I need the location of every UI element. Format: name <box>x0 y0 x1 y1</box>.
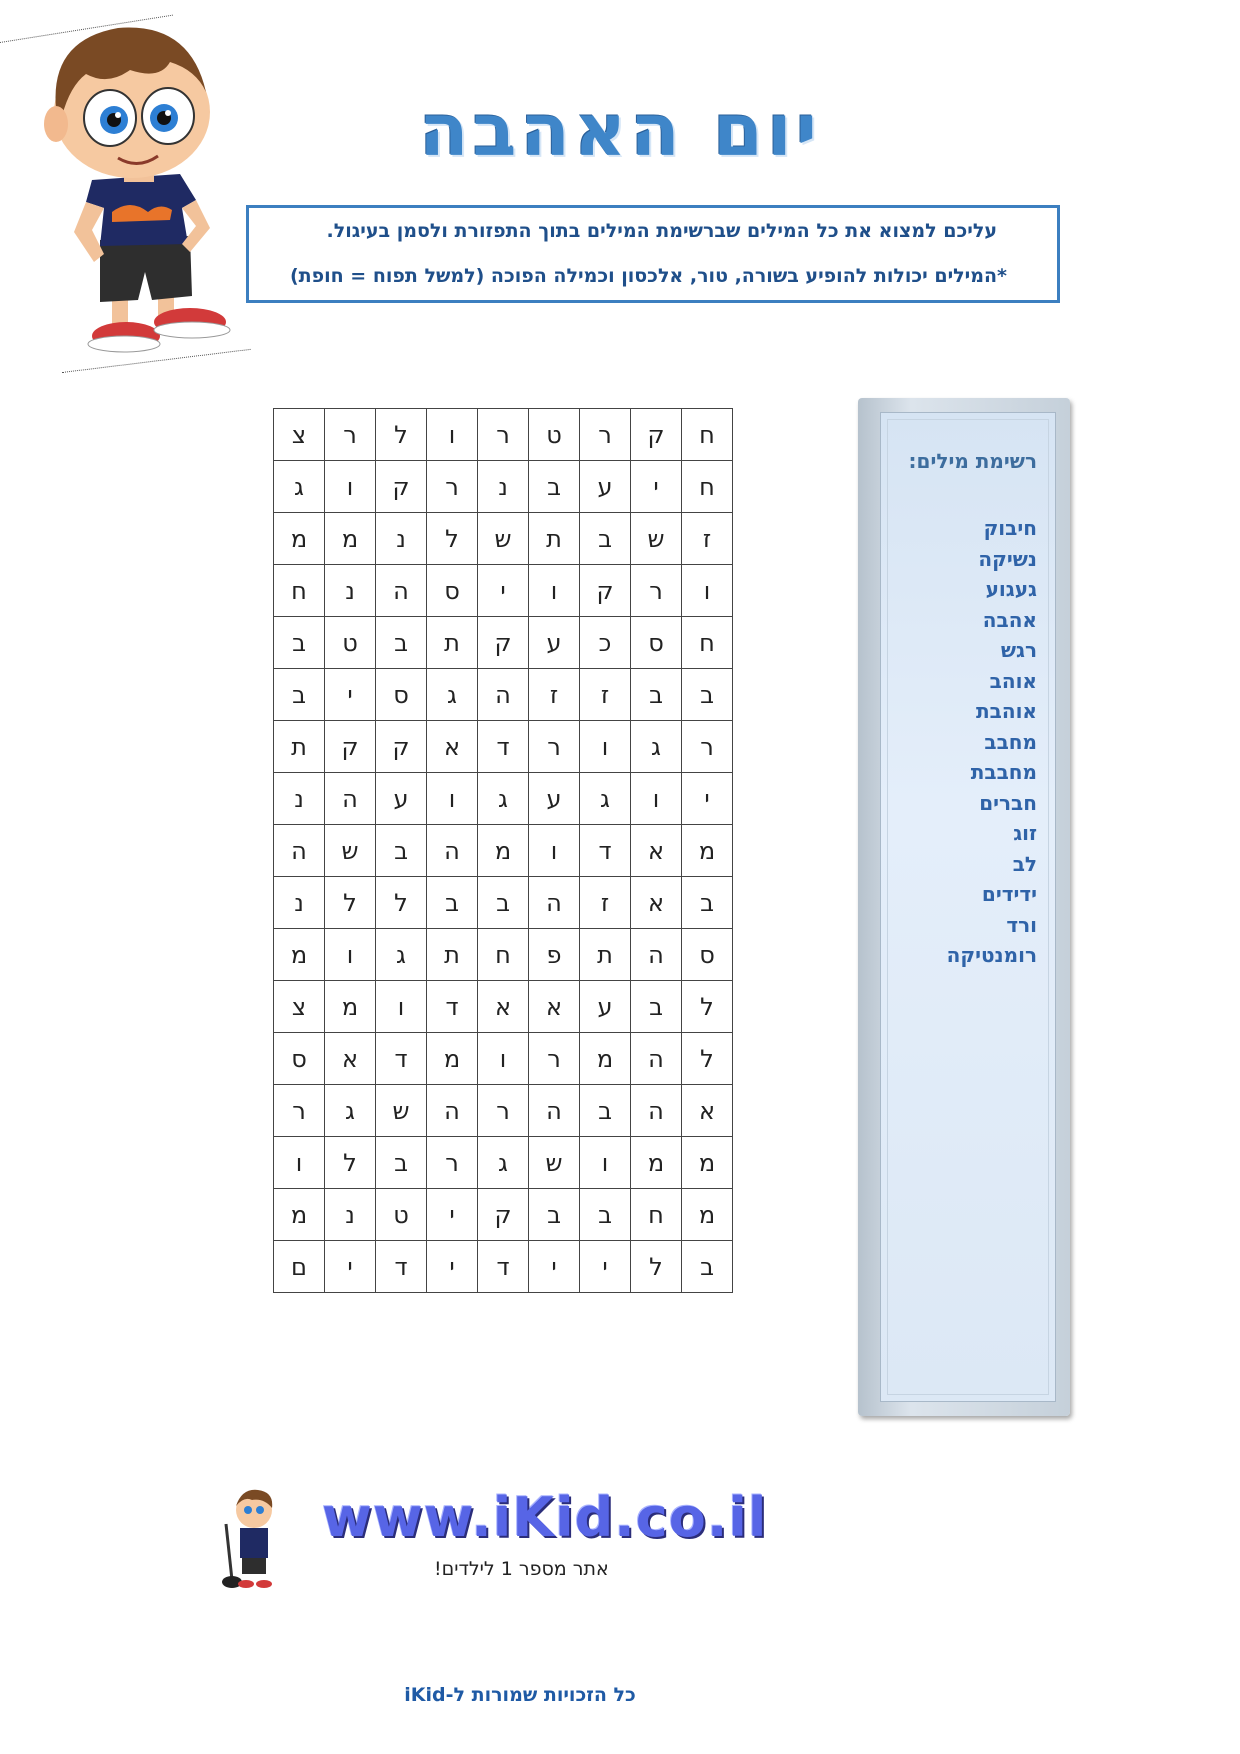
grid-cell[interactable]: ג <box>478 773 529 825</box>
grid-cell[interactable]: ר <box>478 409 529 461</box>
grid-cell[interactable]: ח <box>478 929 529 981</box>
grid-cell[interactable]: ל <box>682 981 733 1033</box>
grid-cell[interactable]: א <box>631 877 682 929</box>
instructions-box <box>246 205 1060 303</box>
grid-cell[interactable]: נ <box>325 565 376 617</box>
word-list-item: געגוע <box>985 577 1037 601</box>
grid-cell[interactable]: ט <box>529 409 580 461</box>
grid-cell[interactable]: ש <box>529 1137 580 1189</box>
grid-cell[interactable]: ב <box>682 669 733 721</box>
grid-cell[interactable]: ר <box>529 721 580 773</box>
grid-cell[interactable]: מ <box>682 1189 733 1241</box>
grid-cell[interactable]: ו <box>427 773 478 825</box>
word-list-item: רגש <box>1000 638 1037 662</box>
ikid-logo[interactable] <box>212 1484 772 1594</box>
grid-cell[interactable]: ח <box>682 461 733 513</box>
grid-cell[interactable]: ל <box>376 877 427 929</box>
grid-cell[interactable]: ג <box>274 461 325 513</box>
grid-cell[interactable]: ר <box>427 1137 478 1189</box>
word-search-grid <box>273 408 733 1293</box>
grid-cell[interactable]: ק <box>376 461 427 513</box>
grid-cell[interactable]: א <box>529 981 580 1033</box>
grid-cell[interactable]: ט <box>325 617 376 669</box>
grid-cell[interactable]: ע <box>529 773 580 825</box>
word-list-item: חברים <box>979 790 1037 815</box>
grid-cell[interactable]: צ <box>274 981 325 1033</box>
grid-cell[interactable]: ב <box>580 1085 631 1137</box>
logo-tagline: אתר מספר 1 לילדים! <box>434 1558 609 1580</box>
grid-cell[interactable]: מ <box>325 981 376 1033</box>
grid-cell[interactable]: מ <box>427 1033 478 1085</box>
grid-cell[interactable]: ו <box>478 1033 529 1085</box>
grid-cell[interactable]: ת <box>427 929 478 981</box>
grid-cell[interactable]: ס <box>427 565 478 617</box>
grid-cell[interactable]: ת <box>427 617 478 669</box>
grid-cell[interactable]: א <box>682 1085 733 1137</box>
grid-cell[interactable]: ת <box>274 721 325 773</box>
grid-cell[interactable]: ה <box>478 669 529 721</box>
grid-cell[interactable]: ר <box>325 409 376 461</box>
word-list-panel-inner <box>880 412 1056 1402</box>
grid-cell[interactable]: ס <box>274 1033 325 1085</box>
grid-row <box>274 617 733 669</box>
grid-cell[interactable]: ז <box>682 513 733 565</box>
grid-cell[interactable]: ג <box>427 669 478 721</box>
grid-cell[interactable]: ר <box>274 1085 325 1137</box>
word-list-item: מחבבת <box>970 760 1037 784</box>
grid-cell[interactable]: א <box>325 1033 376 1085</box>
grid-row <box>274 513 733 565</box>
word-list <box>947 513 1037 971</box>
grid-row <box>274 1137 733 1189</box>
grid-cell[interactable]: ד <box>376 1241 427 1293</box>
grid-cell[interactable]: ב <box>631 981 682 1033</box>
grid-cell[interactable]: ב <box>529 461 580 513</box>
grid-cell[interactable]: ר <box>478 1085 529 1137</box>
grid-cell[interactable]: פ <box>529 929 580 981</box>
grid-cell[interactable]: ב <box>274 617 325 669</box>
word-list-item: אהבה <box>982 607 1037 632</box>
grid-cell[interactable]: ל <box>376 409 427 461</box>
grid-cell[interactable]: ו <box>274 1137 325 1189</box>
grid-cell[interactable]: ב <box>529 1189 580 1241</box>
grid-cell[interactable]: ל <box>631 1241 682 1293</box>
copyright-footer: כל הזכויות שמורות ל-iKid <box>404 1684 636 1706</box>
grid-cell[interactable]: ר <box>631 565 682 617</box>
grid-cell[interactable]: ח <box>631 1189 682 1241</box>
word-list-item: מחבב <box>984 729 1037 754</box>
grid-cell[interactable]: א <box>631 825 682 877</box>
grid-cell[interactable]: ל <box>325 1137 376 1189</box>
grid-row <box>274 409 733 461</box>
grid-cell[interactable]: ל <box>682 1033 733 1085</box>
grid-cell[interactable]: ה <box>631 929 682 981</box>
grid-cell[interactable]: א <box>427 721 478 773</box>
grid-cell[interactable]: ד <box>478 1241 529 1293</box>
grid-cell[interactable]: ע <box>580 981 631 1033</box>
grid-cell[interactable]: צ <box>274 409 325 461</box>
grid-cell[interactable]: ק <box>376 721 427 773</box>
grid-cell[interactable]: ב <box>580 1189 631 1241</box>
grid-cell[interactable]: ש <box>478 513 529 565</box>
grid-cell[interactable]: ו <box>631 773 682 825</box>
grid-cell[interactable]: ב <box>631 669 682 721</box>
grid-cell[interactable]: ו <box>427 409 478 461</box>
grid-cell[interactable]: ה <box>427 1085 478 1137</box>
grid-row <box>274 1241 733 1293</box>
grid-cell[interactable]: ג <box>325 1085 376 1137</box>
grid-cell[interactable]: ח <box>682 617 733 669</box>
grid-cell[interactable]: ק <box>478 1189 529 1241</box>
grid-cell[interactable]: מ <box>682 1137 733 1189</box>
boy-illustration <box>0 0 265 385</box>
grid-cell[interactable]: נ <box>274 877 325 929</box>
grid-cell[interactable]: ל <box>427 513 478 565</box>
grid-cell[interactable]: י <box>478 565 529 617</box>
grid-cell[interactable]: מ <box>478 825 529 877</box>
grid-cell[interactable]: ו <box>682 565 733 617</box>
grid-cell[interactable]: ב <box>376 617 427 669</box>
grid-row <box>274 669 733 721</box>
grid-cell[interactable]: ב <box>682 877 733 929</box>
word-list-panel <box>858 398 1070 1416</box>
grid-cell[interactable]: ש <box>376 1085 427 1137</box>
grid-cell[interactable]: ם <box>274 1241 325 1293</box>
grid-cell[interactable]: ס <box>376 669 427 721</box>
grid-row <box>274 981 733 1033</box>
grid-cell[interactable]: ו <box>580 721 631 773</box>
grid-cell[interactable]: ג <box>580 773 631 825</box>
word-list-item: רומנטיקה <box>946 943 1037 967</box>
grid-cell[interactable]: ס <box>631 617 682 669</box>
grid-cell[interactable]: ה <box>631 1085 682 1137</box>
word-list-item: ורד <box>1006 912 1037 937</box>
grid-cell[interactable]: נ <box>376 513 427 565</box>
grid-cell[interactable]: ה <box>274 825 325 877</box>
grid-cell[interactable]: ז <box>580 669 631 721</box>
grid-cell[interactable]: מ <box>274 1189 325 1241</box>
grid-cell[interactable]: ת <box>580 929 631 981</box>
grid-cell[interactable]: ז <box>580 877 631 929</box>
grid-row <box>274 773 733 825</box>
word-list-item: ידידים <box>981 882 1037 906</box>
grid-cell[interactable]: ר <box>529 1033 580 1085</box>
grid-row <box>274 461 733 513</box>
grid-cell[interactable]: ו <box>580 1137 631 1189</box>
grid-cell[interactable]: נ <box>274 773 325 825</box>
grid-cell[interactable]: ב <box>274 669 325 721</box>
grid-cell[interactable]: מ <box>325 513 376 565</box>
grid-row <box>274 1085 733 1137</box>
grid-cell[interactable]: א <box>478 981 529 1033</box>
grid-cell[interactable]: ש <box>325 825 376 877</box>
grid-cell[interactable]: ס <box>682 929 733 981</box>
grid-row <box>274 1033 733 1085</box>
grid-row <box>274 1189 733 1241</box>
grid-cell[interactable]: ט <box>376 1189 427 1241</box>
grid-cell[interactable]: ה <box>529 1085 580 1137</box>
grid-cell[interactable]: ו <box>376 981 427 1033</box>
word-list-item: אוהבת <box>975 699 1037 723</box>
grid-cell[interactable]: ק <box>325 721 376 773</box>
cartoon-boy-icon <box>0 0 265 385</box>
word-list-item: אוהב <box>989 668 1037 693</box>
grid-cell[interactable]: ב <box>580 513 631 565</box>
word-list-heading: רשימת מילים: <box>908 449 1037 473</box>
grid-cell[interactable]: מ <box>274 513 325 565</box>
grid-cell[interactable]: ז <box>529 669 580 721</box>
grid-cell[interactable]: י <box>682 773 733 825</box>
grid-cell[interactable]: מ <box>682 825 733 877</box>
grid-cell[interactable]: י <box>529 1241 580 1293</box>
grid-row <box>274 721 733 773</box>
grid-cell[interactable]: ד <box>427 981 478 1033</box>
word-list-item: נשיקה <box>978 546 1037 571</box>
grid-cell[interactable]: י <box>427 1241 478 1293</box>
instructions-line-2: *המילים יכולות להופיע בשורה, טור, אלכסון וכמילה הפוכה (למשל תפוח = חופת) <box>289 265 1007 287</box>
grid-row <box>274 929 733 981</box>
grid-cell[interactable]: י <box>427 1189 478 1241</box>
grid-cell[interactable]: י <box>325 669 376 721</box>
grid-cell[interactable]: ה <box>325 773 376 825</box>
grid-cell[interactable]: נ <box>478 461 529 513</box>
grid-cell[interactable]: י <box>631 461 682 513</box>
grid-cell[interactable]: ש <box>631 513 682 565</box>
grid-cell[interactable]: ע <box>376 773 427 825</box>
instructions-line-1: עליכם למצוא את כל המילים שברשימת המילים בתוך התפזורת ולסמן בעיגול. <box>326 220 997 242</box>
grid-cell[interactable]: ג <box>631 721 682 773</box>
grid-cell[interactable]: ו <box>325 929 376 981</box>
grid-cell[interactable]: ה <box>376 565 427 617</box>
grid-cell[interactable]: ת <box>529 513 580 565</box>
grid-cell[interactable]: ק <box>580 565 631 617</box>
grid-cell[interactable]: ע <box>580 461 631 513</box>
word-list-item: זוג <box>1013 821 1037 845</box>
grid-cell[interactable]: ג <box>478 1137 529 1189</box>
page-title: יום האהבה <box>419 88 821 172</box>
grid-cell[interactable]: ו <box>529 825 580 877</box>
grid-cell[interactable]: י <box>580 1241 631 1293</box>
grid-cell[interactable]: ד <box>478 721 529 773</box>
grid-cell[interactable]: ק <box>478 617 529 669</box>
grid-cell[interactable]: ל <box>325 877 376 929</box>
word-list-item: חיבוק <box>983 516 1037 540</box>
grid-row <box>274 565 733 617</box>
grid-cell[interactable]: ב <box>682 1241 733 1293</box>
grid-cell[interactable]: ק <box>631 409 682 461</box>
grid-cell[interactable]: נ <box>325 1189 376 1241</box>
grid-cell[interactable]: ה <box>427 825 478 877</box>
grid-cell[interactable]: ו <box>325 461 376 513</box>
grid-cell[interactable]: ד <box>376 1033 427 1085</box>
grid-cell[interactable]: מ <box>274 929 325 981</box>
grid-cell[interactable]: ב <box>478 877 529 929</box>
grid-cell[interactable]: ח <box>682 409 733 461</box>
grid-cell[interactable]: ע <box>529 617 580 669</box>
grid-cell[interactable]: ב <box>427 877 478 929</box>
grid-cell[interactable]: ד <box>580 825 631 877</box>
grid-cell[interactable]: ר <box>580 409 631 461</box>
grid-cell[interactable]: ר <box>427 461 478 513</box>
grid-cell[interactable]: ר <box>682 721 733 773</box>
grid-row <box>274 825 733 877</box>
grid-row <box>274 877 733 929</box>
logo-text: www.iKid.co.il <box>322 1486 768 1549</box>
grid-cell[interactable]: ח <box>274 565 325 617</box>
grid-cell[interactable]: י <box>325 1241 376 1293</box>
grid-cell[interactable]: כ <box>580 617 631 669</box>
grid-cell[interactable]: ה <box>529 877 580 929</box>
grid-cell[interactable]: מ <box>631 1137 682 1189</box>
word-list-item: לב <box>1012 851 1037 876</box>
grid-cell[interactable]: ה <box>631 1033 682 1085</box>
grid-cell[interactable]: ב <box>376 825 427 877</box>
grid-cell[interactable]: ב <box>376 1137 427 1189</box>
grid-cell[interactable]: ו <box>529 565 580 617</box>
grid-cell[interactable]: מ <box>580 1033 631 1085</box>
grid-cell[interactable]: ג <box>376 929 427 981</box>
logo-boy-icon <box>212 1484 292 1594</box>
